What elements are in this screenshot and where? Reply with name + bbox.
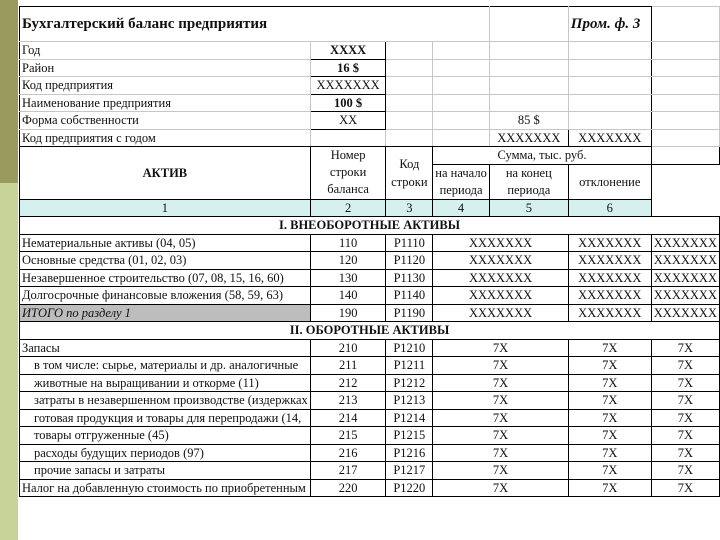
col-num: 5 bbox=[489, 199, 568, 217]
col-num: 1 bbox=[20, 199, 311, 217]
row-code: Р1213 bbox=[386, 392, 433, 410]
row-start: 7X bbox=[433, 409, 569, 427]
header-deviation: отклонение bbox=[568, 164, 651, 199]
row-num: 213 bbox=[310, 392, 386, 410]
row-deviation: 7X bbox=[651, 462, 719, 480]
table-row bbox=[20, 462, 720, 480]
info-row-enterprise-name bbox=[20, 94, 720, 112]
row-end: 7X bbox=[568, 357, 651, 375]
row-code: Р1190 bbox=[386, 304, 433, 322]
row-num: 110 bbox=[310, 234, 386, 252]
row-num: 217 bbox=[310, 462, 386, 480]
row-deviation: 7X bbox=[651, 374, 719, 392]
row-deviation: XXXXXXX bbox=[651, 269, 719, 287]
document-title: Бухгалтерский баланс предприятия bbox=[20, 7, 490, 42]
row-start: XXXXXXX bbox=[433, 304, 569, 322]
info-row-code-year bbox=[20, 129, 720, 147]
header-sum: Сумма, тыс. руб. bbox=[433, 147, 651, 165]
row-deviation: 7X bbox=[651, 392, 719, 410]
info-label: Район bbox=[20, 59, 311, 77]
row-deviation: XXXXXXX bbox=[651, 287, 719, 305]
header-row-1 bbox=[20, 147, 720, 165]
row-end: XXXXXXX bbox=[568, 234, 651, 252]
header-line-code: Код строки bbox=[386, 147, 433, 200]
info-extra: XXXXXXX bbox=[489, 129, 568, 147]
row-num: 211 bbox=[310, 357, 386, 375]
row-start: 7X bbox=[433, 462, 569, 480]
row-deviation: XXXXXXX bbox=[651, 304, 719, 322]
row-name: Долгосрочные финансовые вложения (58, 59, 63) bbox=[20, 287, 311, 305]
table-row bbox=[20, 357, 720, 375]
table-row bbox=[20, 269, 720, 287]
row-name: затраты в незавершенном производстве (издержках bbox=[20, 392, 311, 410]
form-label: Пром. ф. 3 bbox=[568, 7, 651, 42]
row-name: Запасы bbox=[20, 339, 311, 357]
row-end: 7X bbox=[568, 392, 651, 410]
total-row bbox=[20, 304, 720, 322]
row-code: Р1130 bbox=[386, 269, 433, 287]
row-end: XXXXXXX bbox=[568, 304, 651, 322]
row-name: животные на выращивании и откорме (11) bbox=[20, 374, 311, 392]
row-name: Основные средства (01, 02, 03) bbox=[20, 252, 311, 270]
row-start: 7X bbox=[433, 444, 569, 462]
table-row bbox=[20, 252, 720, 270]
info-label: Код предприятия с годом bbox=[20, 129, 311, 147]
row-end: 7X bbox=[568, 462, 651, 480]
row-start: XXXXXXX bbox=[433, 269, 569, 287]
header-line-number: Номер строки баланса bbox=[310, 147, 386, 200]
row-end: 7X bbox=[568, 479, 651, 497]
row-num: 120 bbox=[310, 252, 386, 270]
row-code: Р1214 bbox=[386, 409, 433, 427]
table-row bbox=[20, 374, 720, 392]
row-code: Р1217 bbox=[386, 462, 433, 480]
row-code: Р1120 bbox=[386, 252, 433, 270]
row-name: готовая продукция и товары для перепродажи (14, bbox=[20, 409, 311, 427]
row-name: ИТОГО по разделу 1 bbox=[20, 304, 311, 322]
row-end: 7X bbox=[568, 427, 651, 445]
row-start: 7X bbox=[433, 374, 569, 392]
row-num: 220 bbox=[310, 479, 386, 497]
row-code: Р1110 bbox=[386, 234, 433, 252]
header-period-end: на конец периода bbox=[489, 164, 568, 199]
row-num: 190 bbox=[310, 304, 386, 322]
section-title: II. ОБОРОТНЫЕ АКТИВЫ bbox=[20, 322, 720, 340]
table-row bbox=[20, 339, 720, 357]
row-num: 130 bbox=[310, 269, 386, 287]
row-start: XXXXXXX bbox=[433, 252, 569, 270]
section-1-header bbox=[20, 217, 720, 235]
row-start: XXXXXXX bbox=[433, 234, 569, 252]
row-deviation: XXXXXXX bbox=[651, 252, 719, 270]
info-label: Форма собственности bbox=[20, 112, 311, 130]
info-value: XXXX bbox=[310, 42, 386, 60]
row-end: 7X bbox=[568, 409, 651, 427]
row-deviation: XXXXXXX bbox=[651, 234, 719, 252]
info-value: XXXXXXX bbox=[310, 77, 386, 95]
row-deviation: 7X bbox=[651, 357, 719, 375]
row-code: Р1210 bbox=[386, 339, 433, 357]
row-deviation: 7X bbox=[651, 427, 719, 445]
info-label: Код предприятия bbox=[20, 77, 311, 95]
row-num: 214 bbox=[310, 409, 386, 427]
table-row bbox=[20, 392, 720, 410]
row-end: 7X bbox=[568, 444, 651, 462]
table-row bbox=[20, 234, 720, 252]
col-num: 3 bbox=[386, 199, 433, 217]
stripe-green bbox=[0, 183, 18, 540]
col-num: 2 bbox=[310, 199, 386, 217]
row-code: Р1211 bbox=[386, 357, 433, 375]
table-row bbox=[20, 479, 720, 497]
row-num: 212 bbox=[310, 374, 386, 392]
row-code: Р1220 bbox=[386, 479, 433, 497]
row-name: расходы будущих периодов (97) bbox=[20, 444, 311, 462]
info-value: XX bbox=[310, 112, 386, 130]
row-code: Р1140 bbox=[386, 287, 433, 305]
col-num: 6 bbox=[568, 199, 651, 217]
row-end: XXXXXXX bbox=[568, 287, 651, 305]
section-title: I. ВНЕОБОРОТНЫЕ АКТИВЫ bbox=[20, 217, 720, 235]
row-name: товары отгруженные (45) bbox=[20, 427, 311, 445]
row-deviation: 7X bbox=[651, 479, 719, 497]
row-name: Незавершенное строительство (07, 08, 15, 16, 60) bbox=[20, 269, 311, 287]
title-row bbox=[20, 7, 720, 42]
info-row-ownership bbox=[20, 112, 720, 130]
row-name: Налог на добавленную стоимость по приобретенным bbox=[20, 479, 311, 497]
row-end: 7X bbox=[568, 339, 651, 357]
info-label: Наименование предприятия bbox=[20, 94, 311, 112]
row-start: 7X bbox=[433, 357, 569, 375]
row-end: XXXXXXX bbox=[568, 252, 651, 270]
info-row-enterprise-code bbox=[20, 77, 720, 95]
balance-sheet-table bbox=[19, 6, 720, 497]
row-start: 7X bbox=[433, 427, 569, 445]
row-code: Р1215 bbox=[386, 427, 433, 445]
row-start: XXXXXXX bbox=[433, 287, 569, 305]
row-num: 216 bbox=[310, 444, 386, 462]
header-period-start: на начало периода bbox=[433, 164, 490, 199]
row-num: 210 bbox=[310, 339, 386, 357]
row-deviation: 7X bbox=[651, 339, 719, 357]
info-extra2: XXXXXXX bbox=[568, 129, 651, 147]
info-value: 16 $ bbox=[310, 59, 386, 77]
row-name: Нематериальные активы (04, 05) bbox=[20, 234, 311, 252]
header-aktiv: АКТИВ bbox=[20, 147, 311, 200]
row-start: 7X bbox=[433, 479, 569, 497]
row-num: 140 bbox=[310, 287, 386, 305]
table-row bbox=[20, 427, 720, 445]
row-start: 7X bbox=[433, 339, 569, 357]
row-deviation: 7X bbox=[651, 409, 719, 427]
col-num: 4 bbox=[433, 199, 490, 217]
info-extra: 85 $ bbox=[489, 112, 568, 130]
info-row-year bbox=[20, 42, 720, 60]
stripe-olive bbox=[0, 0, 18, 183]
row-name: прочие запасы и затраты bbox=[20, 462, 311, 480]
info-value: 100 $ bbox=[310, 94, 386, 112]
row-num: 215 bbox=[310, 427, 386, 445]
row-end: XXXXXXX bbox=[568, 269, 651, 287]
row-start: 7X bbox=[433, 392, 569, 410]
table-row bbox=[20, 287, 720, 305]
row-code: Р1216 bbox=[386, 444, 433, 462]
info-label: Год bbox=[20, 42, 311, 60]
row-end: 7X bbox=[568, 374, 651, 392]
row-name: в том числе: сырье, материалы и др. аналогичные bbox=[20, 357, 311, 375]
row-code: Р1212 bbox=[386, 374, 433, 392]
table-row bbox=[20, 409, 720, 427]
table-row bbox=[20, 444, 720, 462]
column-numbers-row bbox=[20, 199, 720, 217]
left-decoration-stripe bbox=[0, 0, 18, 540]
info-row-district bbox=[20, 59, 720, 77]
section-2-header bbox=[20, 322, 720, 340]
row-deviation: 7X bbox=[651, 444, 719, 462]
